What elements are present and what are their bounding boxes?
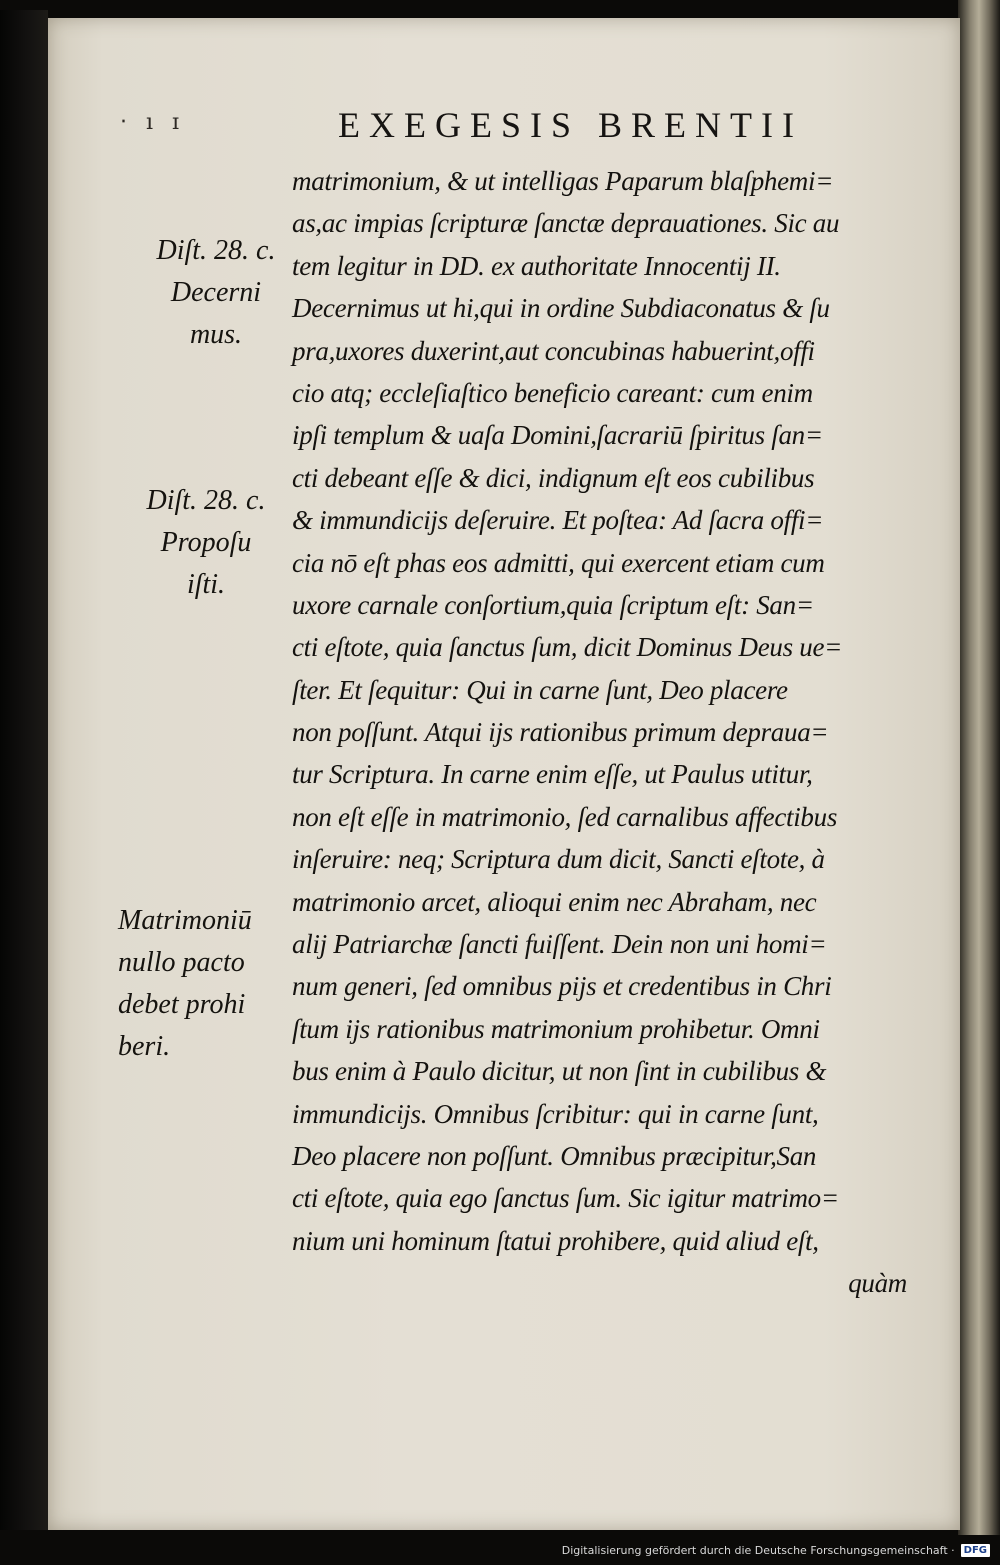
text-line: immundicijs. Omnibus ſcribitur: qui in carne ſunt, — [292, 1098, 819, 1129]
text-line: ipſi templum & uaſa Domini,ſacrariū ſpiritus ſan= — [292, 420, 823, 451]
margin-note-matrimonium — [118, 900, 278, 1068]
text-line: tem legitur in DD. ex authoritate Innocentij II. — [292, 250, 781, 281]
text-line: ſtum ijs rationibus matrimonium prohibetur. Omni — [292, 1013, 820, 1044]
margin-note-line: Diſt. 28. c. — [156, 235, 276, 266]
margin-note-line: iſti. — [186, 569, 226, 600]
book-edge-left — [0, 10, 48, 1530]
margin-note-line: Propoſu — [160, 527, 252, 558]
text-line: bus enim à Paulo dicitur, ut non ſint in cubilibus & — [292, 1056, 827, 1087]
text-line: nium uni hominum ſtatui prohibere, quid aliud eſt, — [292, 1225, 819, 1256]
digitization-credit — [562, 1539, 990, 1561]
margin-note-line: nullo pacto — [118, 947, 245, 978]
margin-note-line: beri. — [118, 1031, 171, 1062]
text-line: tur Scriptura. In carne enim eſſe, ut Paulus utitur, — [292, 759, 813, 790]
main-text-block — [292, 160, 932, 1305]
text-line: inſeruire: neq; Scriptura dum dicit, Sancti eſtote, à — [292, 844, 825, 875]
text-line: num generi, ſed omnibus pijs et credentibus in Chri — [292, 971, 832, 1002]
text-line: cio atq; eccleſiaſtico beneficio careant: cum enim — [292, 377, 813, 408]
margin-note-line: Diſt. 28. c. — [146, 485, 266, 516]
text-line: cti eſtote, quia ſanctus ſum, dicit Dominus Deus ue= — [292, 632, 843, 663]
running-head — [120, 104, 900, 148]
text-line: non poſſunt. Atqui ijs rationibus primum deprauа= — [292, 717, 829, 748]
text-line: Decernimus ut hi,qui in ordine Subdiaconatus & ſu — [292, 293, 830, 324]
margin-note-proposuisti — [146, 480, 266, 606]
running-title: EXEGESIS BRENTII — [338, 105, 803, 145]
book-fore-edge-right — [958, 0, 1000, 1535]
credit-text: Digitalisierung gefördert durch die Deutsche Forschungsgemeinschaft · — [561, 1543, 955, 1557]
catchword: quàm — [848, 1268, 907, 1299]
text-line: ſter. Et ſequitur: Qui in carne ſunt, Deo placere — [292, 674, 788, 705]
folio-marks: ‧ ı ɪ — [120, 110, 186, 135]
margin-note-line: debet prohi — [118, 989, 246, 1020]
text-line: non eſt eſſe in matrimonio, ſed carnalibus affectibus — [292, 801, 838, 832]
dfg-logo: DFG — [961, 1544, 990, 1557]
text-line: cia nō eſt phas eos admitti, qui exercent etiam cum — [292, 547, 825, 578]
text-line: pra,uxores duxerint,aut concubinas habuerint,offi — [292, 335, 815, 366]
text-line: & immundicijs deſeruire. Et poſtea: Ad ſacra offi= — [292, 505, 824, 536]
text-line: cti eſtote, quia ego ſanctus ſum. Sic igitur matrimo= — [292, 1183, 839, 1214]
margin-note-line: mus. — [189, 319, 243, 350]
text-line: uxore carnale conſortium,quia ſcriptum eſt: San= — [292, 589, 814, 620]
text-line: cti debeant eſſe & dici, indignum eſt eos cubilibus — [292, 462, 815, 493]
text-line: as,ac impias ſcripturæ ſanctæ deprauationes. Sic au — [292, 208, 840, 239]
text-line: matrimonio arcet, alioqui enim nec Abraham, nec — [292, 886, 817, 917]
text-line: Deo placere non poſſunt. Omnibus præcipitur,San — [292, 1140, 817, 1171]
margin-note-line: Matrimoniū — [118, 905, 252, 936]
margin-note-decernimus — [146, 230, 286, 356]
text-line: alij Patriarchæ ſancti fuiſſent. Dein non uni homi= — [292, 929, 827, 960]
margin-note-line: Decerni — [170, 277, 262, 308]
text-line: matrimonium, & ut intelligas Paparum blaſphemi= — [292, 166, 834, 196]
